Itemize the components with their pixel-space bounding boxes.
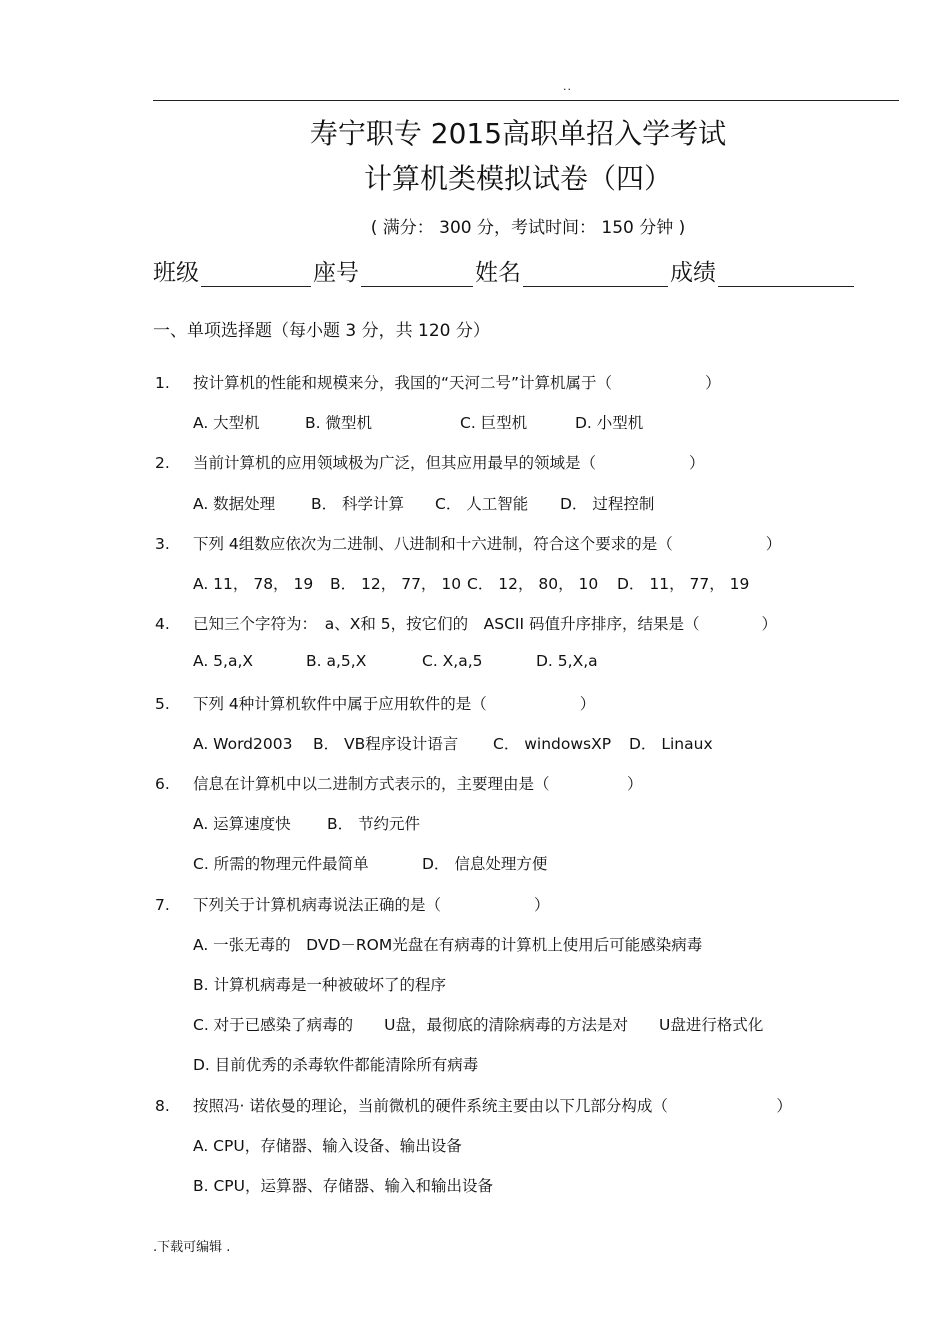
options-6a (193, 812, 420, 834)
question-text: 已知三个字符为： a、X和 5，按它们的 ASCII 码值升序排序，结果是（ ） (193, 615, 777, 633)
question-text: 按照冯· 诺依曼的理论，当前微机的硬件系统主要由以下几部分构成（ ） (193, 1097, 792, 1115)
option[interactable]: D. 小型机 (575, 414, 644, 432)
question-3 (155, 532, 781, 554)
student-info-row (153, 254, 856, 287)
question-number: 3. (155, 535, 170, 553)
option[interactable]: A. 5,a,X (193, 652, 254, 670)
name-label: 姓名 (475, 260, 521, 286)
option[interactable]: A. 数据处理 (193, 495, 276, 513)
option[interactable]: C． 12， 80， 10 (467, 575, 599, 593)
question-number: 4. (155, 615, 170, 633)
section-heading: 一、单项选择题（每小题 3 分，共 120 分） (153, 321, 490, 341)
question-1 (155, 371, 721, 393)
option-7d[interactable]: D. 目前优秀的杀毒软件都能清除所有病毒 (193, 1056, 479, 1074)
name-blank[interactable] (523, 260, 668, 287)
question-number: 5. (155, 695, 170, 713)
score-blank[interactable] (718, 260, 854, 287)
exam-subtitle: 计算机类模拟试卷（四） (363, 162, 672, 195)
option[interactable]: A. 运算速度快 (193, 815, 291, 833)
question-text: 下列 4种计算机软件中属于应用软件的是（ ） (193, 695, 596, 713)
question-text: 信息在计算机中以二进制方式表示的，主要理由是（ ） (193, 775, 643, 793)
header-dots: .. (563, 80, 572, 93)
option[interactable]: A. Word2003 (193, 735, 293, 753)
class-blank[interactable] (201, 260, 311, 287)
question-number: 7. (155, 896, 170, 914)
question-text: 下列关于计算机病毒说法正确的是（ ） (193, 896, 550, 914)
option-7c[interactable]: C. 对于已感染了病毒的 U盘，最彻底的清除病毒的方法是对 U盘进行格式化 (193, 1016, 764, 1034)
option[interactable]: C． 人工智能 (435, 495, 529, 513)
exam-meta: ( 满分： 300 分，考试时间： 150 分钟 ) (370, 218, 686, 238)
question-text: 当前计算机的应用领域极为广泛，但其应用最早的领域是（ ） (193, 454, 705, 472)
options-2 (193, 492, 654, 514)
option[interactable]: C. X,a,5 (422, 652, 483, 670)
option[interactable]: C. 巨型机 (460, 414, 528, 432)
question-7 (155, 893, 550, 915)
class-label: 班级 (153, 260, 199, 286)
options-1 (193, 411, 643, 433)
options-4 (193, 652, 598, 670)
seat-label: 座号 (313, 260, 359, 286)
option[interactable]: D. 5,X,a (536, 652, 598, 670)
option[interactable]: B． 科学计算 (311, 495, 405, 513)
option[interactable]: B． 节约元件 (327, 815, 421, 833)
question-number: 2. (155, 454, 170, 472)
option[interactable]: C． windowsXP (493, 735, 612, 753)
options-6b (193, 852, 547, 874)
option[interactable]: C. 所需的物理元件最简单 (193, 855, 369, 873)
score-label: 成绩 (670, 260, 716, 286)
exam-title: 寿宁职专 2015高职单招入学考试 (309, 117, 727, 150)
options-5 (193, 732, 713, 754)
option[interactable]: D． 11， 77， 19 (617, 575, 750, 593)
option[interactable]: D． Linaux (629, 735, 713, 753)
option[interactable]: B． VB程序设计语言 (313, 735, 459, 753)
seat-blank[interactable] (361, 260, 473, 287)
option[interactable]: A. 大型机 (193, 414, 260, 432)
question-text: 按计算机的性能和规模来分，我国的“天河二号”计算机属于（ ） (193, 374, 721, 392)
option-7a[interactable]: A. 一张无毒的 DVD－ROM光盘在有病毒的计算机上使用后可能感染病毒 (193, 936, 703, 954)
option[interactable]: D． 过程控制 (560, 495, 655, 513)
option-7b[interactable]: B. 计算机病毒是一种被破坏了的程序 (193, 976, 446, 994)
option-8a[interactable]: A. CPU，存储器、输入设备、输出设备 (193, 1137, 462, 1155)
question-number: 8. (155, 1097, 170, 1115)
option[interactable]: B. 微型机 (305, 414, 372, 432)
question-text: 下列 4组数应依次为二进制、八进制和十六进制，符合这个要求的是（ ） (193, 535, 782, 553)
question-4 (155, 612, 777, 634)
question-6 (155, 772, 643, 794)
question-5 (155, 692, 595, 714)
question-2 (155, 451, 705, 473)
question-8 (155, 1094, 792, 1116)
options-3 (193, 572, 749, 594)
question-number: 1. (155, 374, 170, 392)
option[interactable]: D． 信息处理方便 (422, 855, 548, 873)
option[interactable]: A. 11， 78， 19 (193, 575, 314, 593)
question-number: 6. (155, 775, 170, 793)
header-rule (153, 100, 899, 101)
option[interactable]: B． 12， 77， 10 (330, 575, 462, 593)
footer-note: .下载可编辑 . (153, 1240, 231, 1255)
option-8b[interactable]: B. CPU，运算器、存储器、输入和输出设备 (193, 1177, 494, 1195)
option[interactable]: B. a,5,X (306, 652, 367, 670)
